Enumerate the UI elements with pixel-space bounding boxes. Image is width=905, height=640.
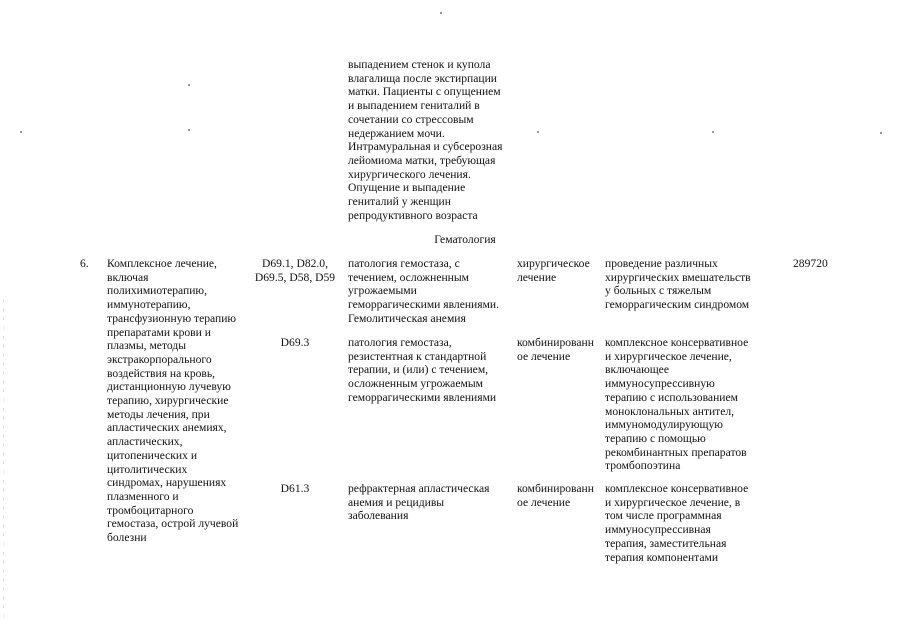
row-number: 6. <box>80 257 89 270</box>
scan-speck <box>188 129 190 131</box>
scan-edge-artifact <box>3 300 4 620</box>
treatment-method: комплексное консервативное и хирургическое лечение, в том числе программная иммуносупрессивная терапия, заместительная терапия компонентами <box>605 482 749 564</box>
scan-speck <box>20 131 22 133</box>
patient-model: патология гемостаза, с течением, осложненным угрожаемыми геморрагическими явлениями. Гемолитическая анемия <box>348 257 500 325</box>
treatment-type: хирургическое лечение <box>517 257 590 284</box>
icd-codes: D69.3 <box>280 336 310 349</box>
icd-codes: D61.3 <box>280 482 310 495</box>
section-heading: Гематология <box>434 233 496 246</box>
patient-model: патология гемостаза, резистентная к стандартной терапии, и (или) с течением, осложненным угрожаемым геморрагическими явлениями <box>348 336 497 404</box>
scan-speck <box>712 131 714 133</box>
treatment-description: Комплексное лечение, включая полихимиотерапию, иммунотерапию, трансфузионную терапию препаратами крови и плазмы, методы экстракорпорального воздействия на кровь, дистанционную лучевую терапию, хирургические методы лечения, при апластических анемиях, апластических, цитопенических и цитолитических синдромах, нарушениях плазменного и тромбоцитарного гемостаза, острой лучевой болезни <box>107 257 239 545</box>
treatment-method: проведение различных хирургических вмешательств у больных с тяжелым геморрагическим синдромом <box>605 257 751 312</box>
patient-model: рефрактерная апластическая анемия и рецидивы заболевания <box>348 482 490 523</box>
scan-speck <box>880 132 882 134</box>
cost-value: 289720 <box>793 257 828 270</box>
treatment-method: комплексное консервативное и хирургическое лечение, включающее иммуносупрессивную терапию с использованием моноклональных антител, иммуномодулирующую терапию с помощью рекомбинантных препаратов тромбопоэтина <box>605 336 749 473</box>
scan-speck <box>537 131 539 133</box>
icd-codes: D69.1, D82.0, D69.5, D58, D59 <box>254 257 336 284</box>
treatment-type: комбинированн ое лечение <box>517 482 594 509</box>
treatment-type: комбинированн ое лечение <box>517 336 594 363</box>
scan-speck <box>188 84 190 86</box>
continuation-patient-model: выпадением стенок и купола влагалища после экстирпации матки. Пациенты с опущением и выпадением гениталий в сочетании со стрессовым недержанием мочи. Интрамуральная и субсерозная лейомиома матки, требующая хирургического лечения. Опущение и выпадение гениталий у женщин репродуктивного возраста <box>348 58 503 222</box>
scan-speck <box>440 12 442 14</box>
